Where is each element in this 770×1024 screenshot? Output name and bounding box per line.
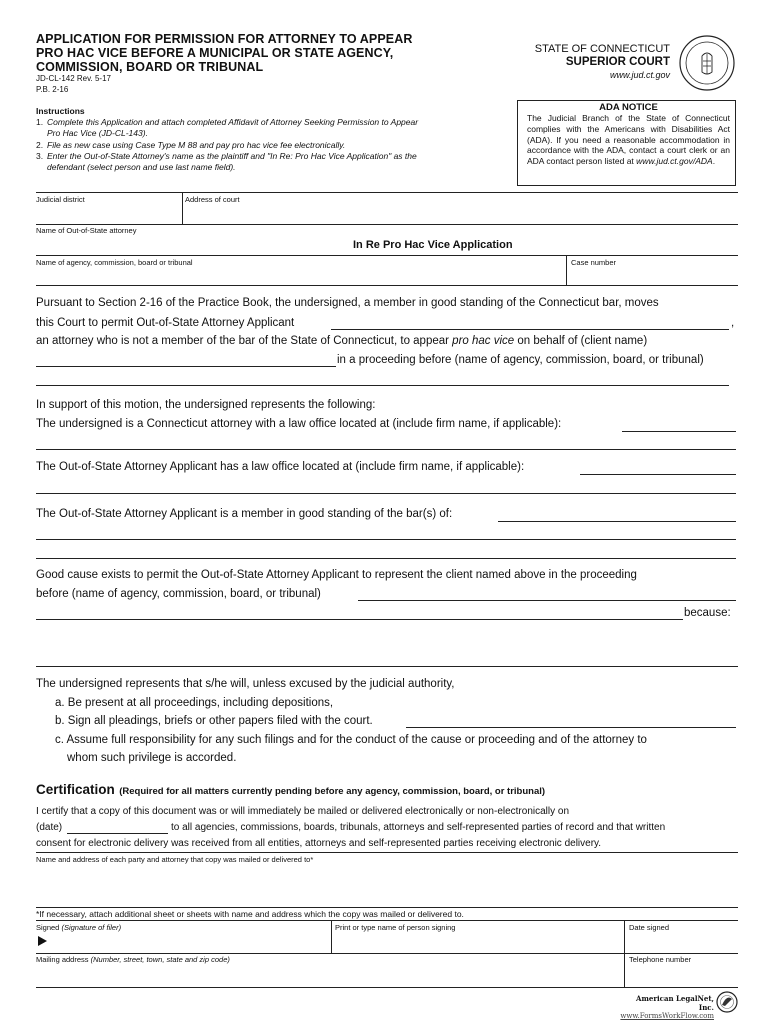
divider <box>36 953 738 954</box>
good-cause-tribunal-blank[interactable] <box>358 600 736 601</box>
out-of-state-attorney-field[interactable] <box>36 236 346 254</box>
practice-book-ref: P.B. 2-16 <box>36 85 69 94</box>
form-title-line: PRO HAC VICE BEFORE A MUNICIPAL OR STATE AGENCY, <box>36 46 394 60</box>
signature-field[interactable] <box>50 933 328 951</box>
motion-text: an attorney who is not a member of the bar of the State of Connecticut, to appear <box>36 335 453 347</box>
instruction-number: 1. <box>36 117 44 128</box>
comma: , <box>731 317 735 329</box>
because-label: because: <box>684 607 731 619</box>
applicant-office-blank[interactable] <box>580 474 736 475</box>
agency-name-label: Name of agency, commission, board or tribunal <box>36 258 193 267</box>
court-website: www.jud.ct.gov <box>609 70 670 80</box>
instructions <box>36 106 426 173</box>
in-re-caption: In Re Pro Hac Vice Application <box>353 239 513 251</box>
telephone-label: Telephone number <box>629 955 692 964</box>
divider <box>36 192 738 193</box>
undertaking-c: c. Assume full responsibility for any such filings and for the conduct of the cause or proceeding and of the attorney to <box>55 734 647 746</box>
judicial-district-label: Judicial district <box>36 195 85 204</box>
divider <box>36 255 349 256</box>
undertaking-a: a. Be present at all proceedings, including depositions, <box>55 697 334 709</box>
address-of-court-field[interactable] <box>185 206 737 222</box>
undertaking-b: b. Sign all pleadings, briefs or other papers filed with the court. <box>55 715 373 727</box>
form-title-line: COMMISSION, BOARD OR TRIBUNAL <box>36 60 264 74</box>
mailing-address-field[interactable] <box>36 966 621 984</box>
because-field[interactable] <box>36 623 736 665</box>
print-name-field[interactable] <box>335 933 621 951</box>
ada-text: The Judicial Branch of the State of Connecticut complies with the Americans with Disabilities Act (ADA). If you need a reasonable accommodation in accordance with the ADA, contact a court clerk or an ADA contact person listed at <box>527 113 730 167</box>
footnote: *If necessary, attach additional sheet or sheets with name and address which the copy was mailed or delivered to. <box>36 909 464 919</box>
ada-heading: ADA NOTICE <box>599 102 658 113</box>
divider <box>349 255 738 256</box>
divider <box>624 920 625 953</box>
date-signed-label: Date signed <box>629 923 670 932</box>
divider <box>182 192 183 224</box>
bar-standing-blank-3[interactable] <box>36 558 736 559</box>
parties-field[interactable] <box>36 866 736 906</box>
certification-line-3: consent for electronic delivery was received from all entities, attorneys and self-represented parties receiving electronic delivery. <box>36 838 602 849</box>
certification-heading-row <box>36 781 545 799</box>
undertaking-b-blank[interactable] <box>406 727 736 728</box>
print-name-label: Print or type name of person signing <box>335 923 456 932</box>
state-name: STATE OF CONNECTICUT <box>534 43 670 55</box>
support-intro: In support of this motion, the undersigned represents the following: <box>36 399 376 411</box>
court-name: SUPERIOR COURT <box>565 56 670 68</box>
judicial-district-field[interactable] <box>36 206 180 222</box>
signed-label <box>36 923 121 932</box>
mailing-address-label <box>36 955 230 964</box>
motion-line-4: in a proceeding before (name of agency, commission, board, or tribunal) <box>337 354 704 366</box>
form-title-line: APPLICATION FOR PERMISSION FOR ATTORNEY TO APPEAR <box>36 32 413 46</box>
good-cause-before: before (name of agency, commission, board, or tribunal) <box>36 588 321 600</box>
good-cause-tribunal-blank-2[interactable] <box>36 619 683 620</box>
form-number: JD-CL-142 Rev. 5-17 <box>36 74 111 83</box>
form-title <box>36 32 412 74</box>
ct-attorney-office-blank-2[interactable] <box>36 449 736 450</box>
date-signed-field[interactable] <box>629 933 736 951</box>
certification-line-2: to all agencies, commissions, boards, tribunals, attorneys and self-represented parties of record and that written <box>171 822 666 833</box>
address-of-court-label: Address of court <box>185 195 240 204</box>
client-name-blank[interactable] <box>36 366 336 367</box>
divider <box>36 907 738 908</box>
mailing-hint: (Number, street, town, state and zip code) <box>90 955 230 964</box>
ada-end: . <box>712 156 716 167</box>
divider <box>36 852 738 853</box>
agency-name-field[interactable] <box>36 268 564 284</box>
instruction-item <box>36 140 426 151</box>
applicant-name-blank[interactable] <box>331 329 729 330</box>
ct-attorney-office-text: The undersigned is a Connecticut attorney with a law office located at (include firm name, if applicable): <box>36 418 562 430</box>
motion-line-3 <box>36 334 647 348</box>
publisher-site[interactable]: www.FormsWorkFlow.com <box>620 1012 714 1020</box>
divider <box>331 920 332 953</box>
sign-here-arrow-icon <box>38 936 47 946</box>
bar-standing-blank-2[interactable] <box>36 539 736 540</box>
certification-date-label: (date) <box>36 822 63 833</box>
ada-link[interactable]: www.jud.ct.gov/ADA <box>636 156 713 167</box>
motion-text: on behalf of (client name) <box>514 335 648 347</box>
divider <box>36 987 738 988</box>
tribunal-name-blank[interactable] <box>36 385 729 386</box>
case-number-label: Case number <box>571 258 617 267</box>
instruction-item <box>36 151 426 173</box>
bar-standing-text: The Out-of-State Attorney Applicant is a member in good standing of the bar(s) of: <box>36 508 453 520</box>
mailing-text: Mailing address <box>36 955 89 964</box>
divider <box>36 285 738 286</box>
instruction-number: 2. <box>36 139 44 150</box>
instructions-heading: Instructions <box>36 106 85 116</box>
publisher-logo <box>620 990 738 1020</box>
divider <box>36 224 738 225</box>
out-of-state-attorney-label: Name of Out-of-State attorney <box>36 226 137 235</box>
because-blank[interactable] <box>36 666 738 667</box>
motion-line-2: this Court to permit Out-of-State Attorney Applicant <box>36 317 295 329</box>
instruction-number: 3. <box>36 150 44 161</box>
form-number-block <box>36 73 111 95</box>
instruction-text: Enter the Out-of-State Attorney's name as the plaintiff and "In Re: Pro Hac Vice Application" as the defendant (select person and use last name field). <box>47 150 417 173</box>
divider <box>566 255 567 285</box>
undertaking-c-cont: whom such privilege is accorded. <box>67 752 237 764</box>
ct-attorney-office-blank[interactable] <box>622 431 736 432</box>
pro-hac-vice-italic: pro hac vice <box>452 335 515 347</box>
telephone-field[interactable] <box>629 966 736 984</box>
certification-heading: Certification <box>36 782 115 797</box>
certification-line-1: I certify that a copy of this document was or will immediately be mailed or delivered electronically or non-electronically on <box>36 806 570 817</box>
instruction-text: File as new case using Case Type M 88 and pay pro hac vice fee electronically. <box>47 139 346 150</box>
instruction-text: Complete this Application and attach completed Affidavit of Attorney Seeking Permission to Appear Pro Hac Vice (JD-CL-143). <box>47 117 419 139</box>
divider <box>36 920 738 921</box>
state-seal-icon <box>678 34 736 92</box>
applicant-office-text: The Out-of-State Attorney Applicant has a law office located at (include firm name, if applicable): <box>36 461 525 473</box>
certification-date-blank[interactable] <box>67 833 168 834</box>
bar-standing-blank[interactable] <box>498 521 736 522</box>
signed-text: Signed <box>36 923 60 932</box>
divider <box>624 953 625 987</box>
ada-notice <box>517 100 736 186</box>
instruction-item <box>36 117 426 139</box>
applicant-office-blank-2[interactable] <box>36 493 736 494</box>
certification-subheading: (Required for all matters currently pending before any agency, commission, board, or tribunal) <box>119 786 546 797</box>
publisher-name: American LegalNet, Inc. <box>636 994 714 1012</box>
motion-line-1: Pursuant to Section 2-16 of the Practice Book, the undersigned, a member in good standing of the Connecticut bar, moves <box>36 297 659 309</box>
case-number-field[interactable] <box>571 268 737 284</box>
publisher-emblem-icon <box>716 990 738 1014</box>
parties-label: Name and address of each party and attorney that copy was mailed or delivered to* <box>36 855 314 864</box>
undertaking-intro: The undersigned represents that s/he will, unless excused by the judicial authority, <box>36 678 455 690</box>
good-cause-text: Good cause exists to permit the Out-of-State Attorney Applicant to represent the client named above in the proceeding <box>36 569 637 581</box>
court-header <box>505 43 670 82</box>
signed-hint: (Signature of filer) <box>61 923 122 932</box>
